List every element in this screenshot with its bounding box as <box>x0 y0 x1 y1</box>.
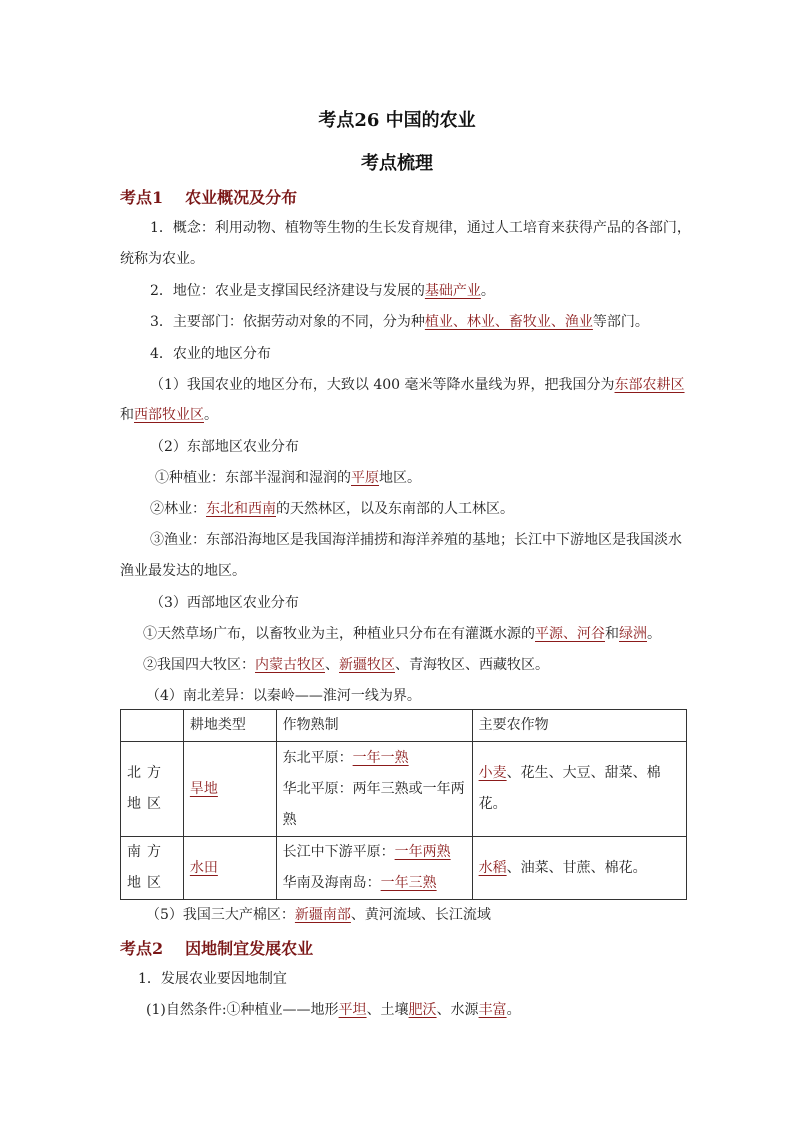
key-term: 新疆牧区 <box>339 657 395 673</box>
text: 的天然林区，以及东南部的人工林区。 <box>276 501 514 517</box>
text: 3．主要部门：依据劳动对象的不同，分为种 <box>150 314 425 330</box>
table-header-cell <box>121 710 184 742</box>
paragraph-status <box>150 281 495 301</box>
region-cell <box>121 837 184 900</box>
key-term: 旱地 <box>189 780 218 797</box>
text: 。 <box>647 626 661 642</box>
section-heading-2 <box>120 936 313 959</box>
text: 、油菜、甘蔗、棉花。 <box>506 859 647 876</box>
page-subtitle: 考点梳理 <box>361 153 433 174</box>
key-term: 肥沃 <box>408 1002 437 1018</box>
paragraph-definition: 1．概念：利用动物、植物等生物的生长发育规律，通过人工培育来获得产品的各部门， <box>150 220 691 236</box>
paragraph-east-forestry <box>150 499 514 519</box>
text: 、青海牧区、西藏牧区。 <box>395 657 549 673</box>
text: 和 <box>120 407 134 423</box>
key-term: 绿洲 <box>619 626 647 642</box>
land-type-cell <box>183 837 276 900</box>
key-term: 水田 <box>189 859 218 876</box>
paragraph-natural-conditions <box>146 1000 521 1020</box>
text: 、花生、大豆、甜菜、棉花。 <box>478 765 661 812</box>
paragraph-local-conditions: 1．发展农业要因地制宜 <box>138 971 287 987</box>
text: 东北平原： <box>282 749 353 766</box>
table-header-cell: 作物熟制 <box>276 710 472 742</box>
region-label: 南方地区 <box>127 844 167 891</box>
key-term: 新疆南部 <box>294 907 351 923</box>
region-cell <box>121 742 184 837</box>
text: （5）我国三大产棉区： <box>146 907 295 923</box>
land-type-cell <box>183 742 276 837</box>
key-term: 小麦 <box>478 765 507 781</box>
key-term: 一年三熟 <box>380 875 437 891</box>
page-title: 考点26 中国的农业 <box>318 110 476 131</box>
text: 。 <box>506 1002 521 1018</box>
paragraph-definition-cont: 统称为农业。 <box>120 251 204 267</box>
crops-cell <box>472 742 686 837</box>
key-term: 一年两熟 <box>394 844 451 860</box>
key-term: 基础产业 <box>424 283 481 299</box>
text: 。 <box>480 283 495 299</box>
paragraph-west-grassland <box>143 624 661 644</box>
paragraph-cotton-areas <box>146 905 491 925</box>
key-term: 西部牧业区 <box>134 407 204 423</box>
text: ②林业： <box>150 501 206 517</box>
paragraph-pastoral-areas <box>143 655 549 675</box>
text: ②我国四大牧区： <box>143 657 255 673</box>
key-term: 植业、林业、畜牧业、渔业 <box>424 314 593 330</box>
text: 华南及海南岛： <box>282 875 381 891</box>
region-label: 北方地区 <box>127 765 167 812</box>
text: 。 <box>204 407 218 423</box>
section-number: 考点2 <box>120 939 164 958</box>
text: ①种植业：东部半湿润和湿润的 <box>155 470 351 486</box>
text: 、水源 <box>436 1002 479 1018</box>
text: 、 <box>325 657 339 673</box>
section-title: 农业概况及分布 <box>185 188 298 207</box>
key-term: 丰富 <box>478 1002 507 1018</box>
table-header-row <box>121 710 687 742</box>
paragraph-east-fishery-cont: 渔业最发达的地区。 <box>120 563 246 579</box>
paragraph-east-fishery: ③渔业：东部沿海地区是我国海洋捕捞和海洋养殖的基地；长江中下游地区是我国淡水 <box>150 532 682 548</box>
key-term: 平坦 <box>338 1002 367 1018</box>
section-title: 因地制宜发展农业 <box>185 939 314 958</box>
cropping-system-cell <box>276 742 472 837</box>
table-header-cell: 耕地类型 <box>183 710 276 742</box>
table-row <box>121 742 687 837</box>
text: (1)自然条件:①种植业——地形 <box>146 1002 339 1018</box>
text: 2．地位：农业是支撑国民经济建设与发展的 <box>150 283 425 299</box>
section-number: 考点1 <box>120 188 164 207</box>
text: （1）我国农业的地区分布，大致以 400 毫米等降水量线为界，把我国分为 <box>150 377 615 393</box>
key-term: 一年一熟 <box>352 749 409 766</box>
key-term: 东北和西南 <box>206 501 276 517</box>
paragraph-distribution-heading: 4．农业的地区分布 <box>150 346 271 362</box>
paragraph-north-south: （4）南北差异：以秦岭——淮河一线为界。 <box>146 688 421 704</box>
text: 和 <box>605 626 619 642</box>
cropping-system-cell <box>276 837 472 900</box>
text: 华北平原：两年三熟或一年两 <box>282 780 465 797</box>
north-south-table <box>120 709 687 900</box>
text: 地区。 <box>379 470 421 486</box>
crops-cell <box>472 837 686 900</box>
text: 、黄河流域、长江流域 <box>350 907 491 923</box>
text: 长江中下游平原： <box>282 844 395 860</box>
paragraph-east-planting <box>155 468 421 488</box>
text: 等部门。 <box>592 314 649 330</box>
paragraph-west-heading: （3）西部地区农业分布 <box>150 595 299 611</box>
text: ①天然草场广布，以畜牧业为主，种植业只分布在有灌溉水源的 <box>143 626 535 642</box>
section-heading-1 <box>120 185 297 208</box>
paragraph-distribution-cont <box>120 405 218 425</box>
table-row <box>121 837 687 900</box>
key-term: 内蒙古牧区 <box>255 657 325 673</box>
paragraph-east-heading: （2）东部地区农业分布 <box>150 439 299 455</box>
paragraph-distribution <box>150 375 685 395</box>
key-term: 水稻 <box>478 859 507 876</box>
text: 、土壤 <box>366 1002 409 1018</box>
key-term: 平原 <box>351 470 379 486</box>
paragraph-departments <box>150 312 649 332</box>
key-term: 东部农耕区 <box>614 377 685 393</box>
table-header-cell: 主要农作物 <box>472 710 686 742</box>
key-term: 平源、河谷 <box>535 626 605 642</box>
text: 熟 <box>282 811 297 828</box>
